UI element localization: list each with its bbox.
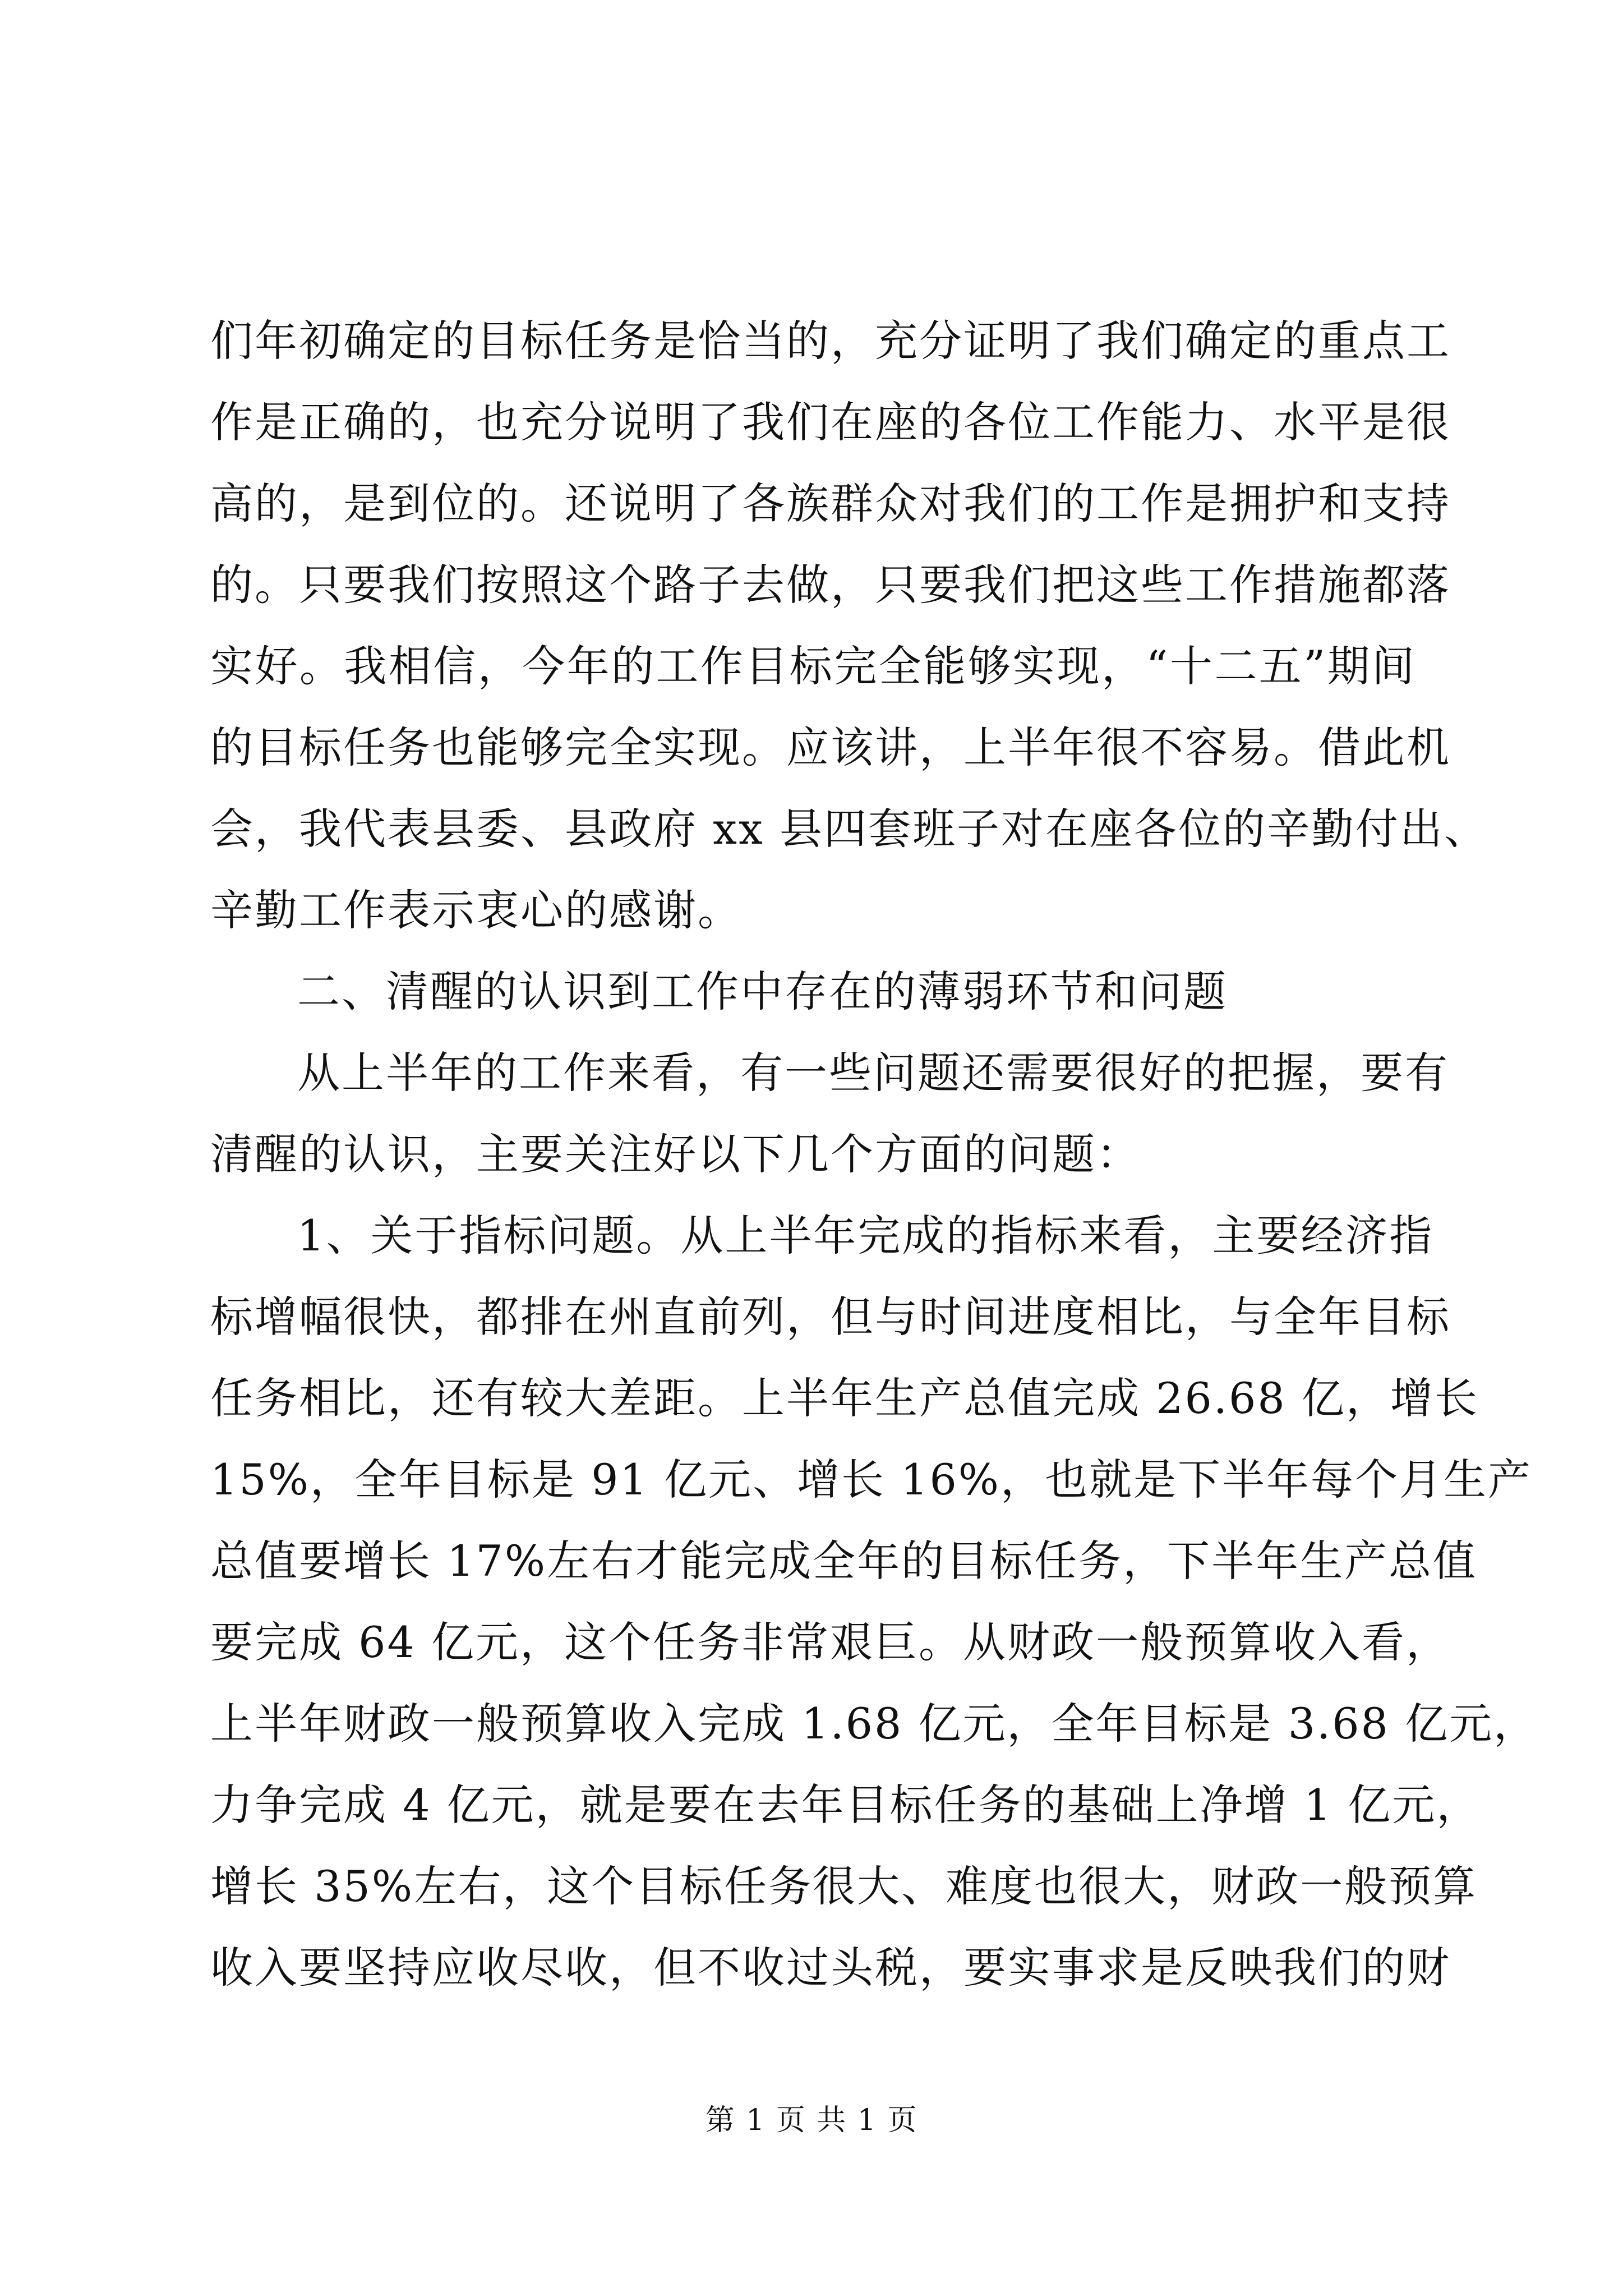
text-line: 15%，全年目标是 91 亿元、增长 16%，也就是下半年每个月生产 (210, 1455, 1533, 1504)
text-line: 要完成 64 亿元，这个任务非常艰巨。从财政一般预算收入看， (210, 1617, 1451, 1667)
text-line: 标增幅很快，都排在州直前列，但与时间进度相比，与全年目标 (210, 1292, 1451, 1342)
text-line: 增长 35%左右，这个目标任务很大、难度也很大，财政一般预算 (210, 1861, 1478, 1911)
text-line: 1、关于指标问题。从上半年完成的指标来看，主要经济指 (297, 1211, 1434, 1260)
text-line: 高的，是到位的。还说明了各族群众对我们的工作是拥护和支持 (210, 478, 1451, 528)
text-line: 任务相比，还有较大差距。上半年生产总值完成 26.68 亿，增长 (210, 1373, 1479, 1423)
text-line: 清醒的认识，主要关注好以下几个方面的问题： (210, 1129, 1141, 1179)
page-footer: 第 1 页 共 1 页 (705, 2104, 918, 2137)
document-body (210, 300, 1538, 2008)
text-line: 辛勤工作表示衷心的感谢。 (210, 885, 742, 935)
text-line: 总值要增长 17%左右才能完成全年的目标任务，下半年生产总值 (210, 1536, 1478, 1586)
text-line: 上半年财政一般预算收入完成 1.68 亿元，全年目标是 3.68 亿元， (210, 1699, 1538, 1749)
text-line: 力争完成 4 亿元，就是要在去年目标任务的基础上净增 1 亿元， (210, 1780, 1481, 1830)
text-line: 从上半年的工作来看，有一些问题还需要很好的把握，要有 (297, 1048, 1449, 1098)
text-line: 作是正确的，也充分说明了我们在座的各位工作能力、水平是很 (210, 397, 1451, 447)
text-line: 的。只要我们按照这个路子去做，只要我们把这些工作措施都落 (210, 560, 1451, 610)
text-line: 会，我代表县委、县政府 xx 县四套班子对在座各位的辛勤付出、 (210, 804, 1489, 854)
text-line: 的目标任务也能够完全实现。应该讲，上半年很不容易。借此机 (210, 723, 1451, 772)
text-line: 收入要坚持应收尽收，但不收过头税，要实事求是反映我们的财 (210, 1943, 1451, 1993)
text-line: 们年初确定的目标任务是恰当的，充分证明了我们确定的重点工 (210, 316, 1451, 366)
text-line: 二、清醒的认识到工作中存在的薄弱环节和问题 (297, 967, 1228, 1016)
text-line: 实好。我相信，今年的工作目标完全能够实现，“十二五”期间 (210, 641, 1416, 691)
